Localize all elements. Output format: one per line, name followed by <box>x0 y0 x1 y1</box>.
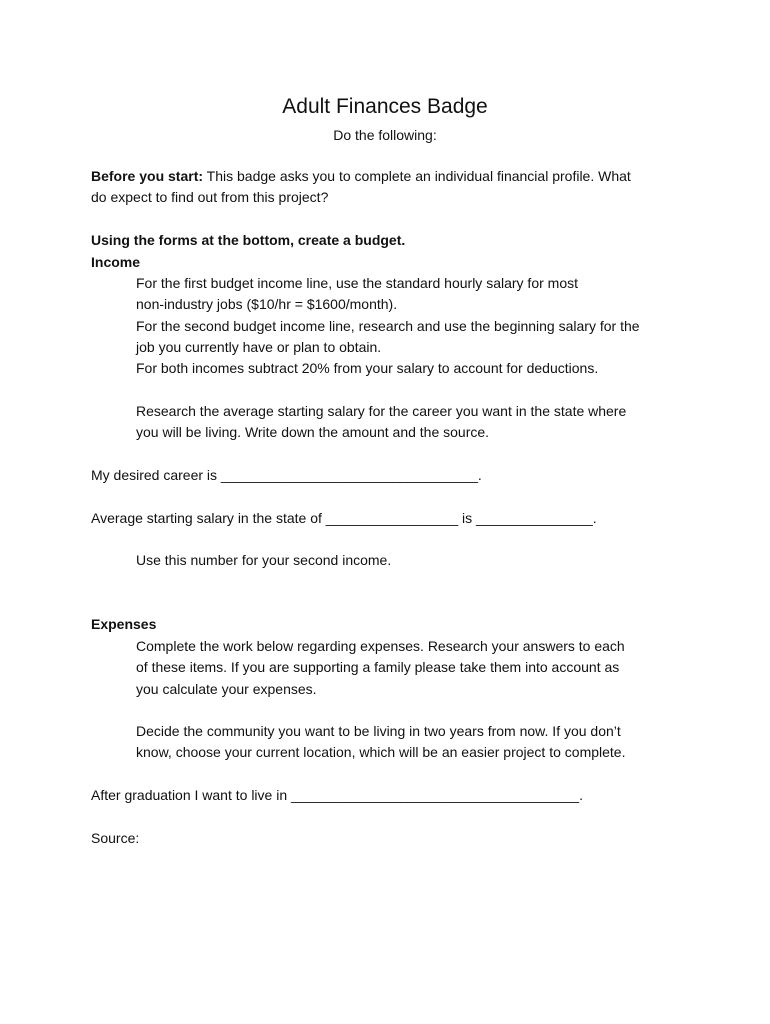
decide-line: know, choose your current location, which will be an easier project to complete. <box>136 744 626 761</box>
career-blank-line: My desired career is _________________________________. <box>91 467 482 483</box>
expenses-instructions <box>136 636 696 700</box>
income-line: For both incomes subtract 20% from your salary to account for deductions. <box>136 360 599 377</box>
before-start-text-line1: This badge asks you to complete an individual financial profile. What <box>203 168 631 184</box>
decide-line: Decide the community you want to be living in two years from now. If you don’t <box>136 723 621 739</box>
budget-heading: Using the forms at the bottom, create a budget. <box>91 232 406 248</box>
income-line: For the second budget income line, research and use the beginning salary for the <box>136 317 640 334</box>
income-instructions <box>136 273 696 379</box>
research-paragraph <box>136 401 696 444</box>
decide-paragraph <box>136 721 696 764</box>
use-number-line: Use this number for your second income. <box>136 552 392 568</box>
before-start-paragraph <box>91 166 691 209</box>
page-subtitle: Do the following: <box>333 127 437 143</box>
source-label: Source: <box>91 830 140 846</box>
research-line: you will be living. Write down the amount and the source. <box>136 424 490 441</box>
income-heading: Income <box>91 254 141 270</box>
before-start-label: Before you start: <box>91 168 204 184</box>
salary-blank-line: Average starting salary in the state of _________________ is _______________. <box>91 510 597 526</box>
expenses-line: Complete the work below regarding expenses. Research your answers to each <box>136 638 625 654</box>
income-line: For the first budget income line, use the standard hourly salary for most <box>136 275 578 291</box>
research-line: Research the average starting salary for the career you want in the state where <box>136 403 627 419</box>
income-line: non-industry jobs ($10/hr = $1600/month). <box>136 296 398 313</box>
expenses-line: you calculate your expenses. <box>136 680 317 697</box>
page-title: Adult Finances Badge <box>282 95 488 118</box>
expenses-heading: Expenses <box>91 616 157 632</box>
income-line: job you currently have or plan to obtain. <box>136 338 382 355</box>
expenses-line: of these items. If you are supporting a family please take them into account as <box>136 659 620 676</box>
before-start-text-line2: do expect to find out from this project? <box>91 189 329 206</box>
live-blank-line: After graduation I want to live in _____________________________________. <box>91 787 583 803</box>
